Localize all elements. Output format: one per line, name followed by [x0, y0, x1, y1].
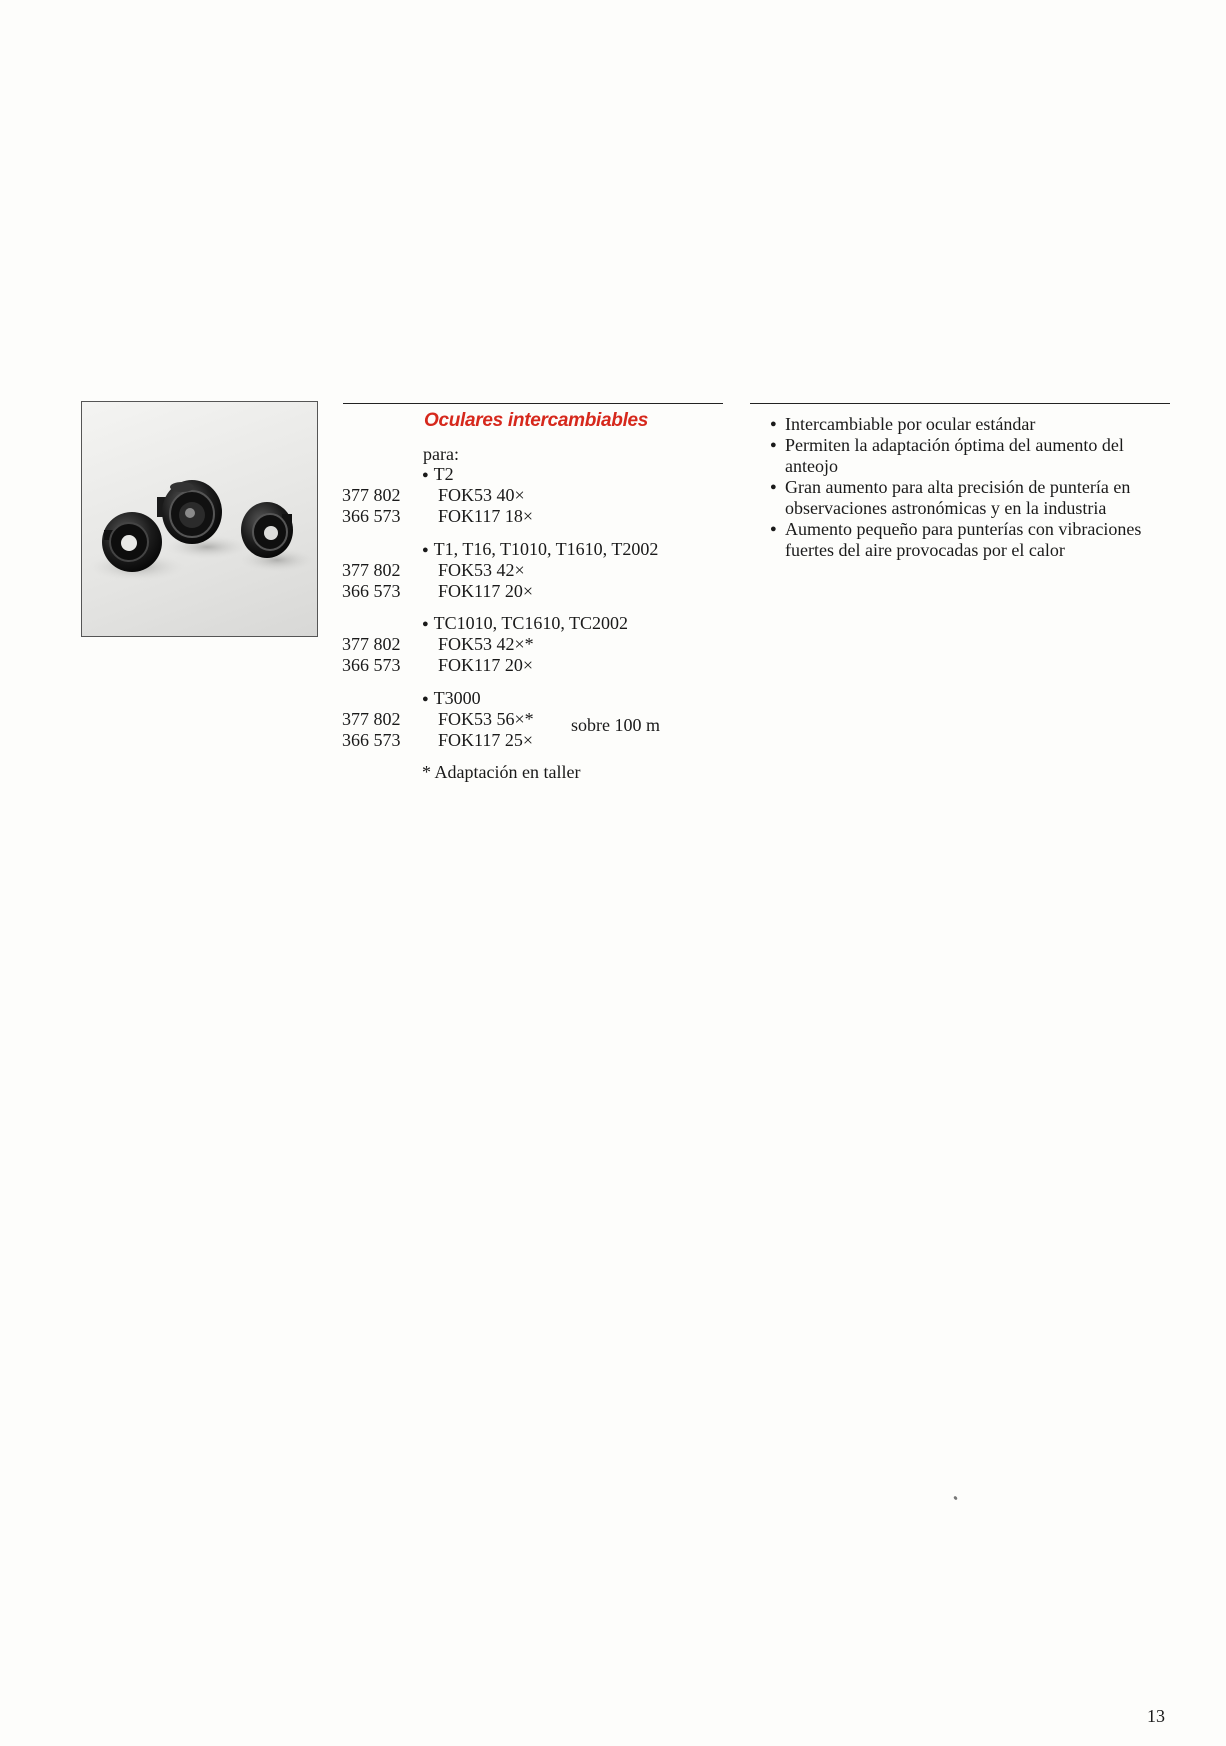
feature-item: ● Permiten la adaptación óptima del aumento del anteojo [770, 435, 1170, 477]
scan-speck [953, 1496, 958, 1501]
order-code: 377 802 [342, 709, 401, 729]
page-number: 13 [1147, 1706, 1165, 1726]
group-header: ● T3000 [422, 688, 481, 712]
middle-column-rule [343, 403, 723, 404]
order-code: 377 802 [342, 560, 401, 580]
eyepiece-model: FOK53 42× [438, 560, 525, 580]
eyepiece-right [241, 502, 293, 558]
eyepiece-model: FOK53 42×* [438, 634, 534, 654]
order-code: 366 573 [342, 730, 401, 750]
footnote: * Adaptación en taller [422, 762, 581, 782]
section-title: Oculares intercambiables [424, 410, 649, 431]
distance-note: sobre 100 m [571, 715, 660, 735]
order-code: 366 573 [342, 655, 401, 675]
eyepiece-model: FOK117 18× [438, 506, 533, 526]
group-header: ● TC1010, TC1610, TC2002 [422, 613, 628, 637]
group-header: ● T2 [422, 464, 454, 488]
eyepiece-center [157, 480, 222, 544]
order-code: 377 802 [342, 485, 401, 505]
eyepiece-model: FOK117 25× [438, 730, 533, 750]
feature-item: ● Gran aumento para alta precisión de puntería en observaciones astronómicas y en la industria [770, 477, 1170, 519]
eyepiece-model: FOK117 20× [438, 655, 533, 675]
eyepiece-model: FOK117 20× [438, 581, 533, 601]
right-column-rule [750, 403, 1170, 404]
feature-item: ● Intercambiable por ocular estándar [770, 414, 1170, 435]
para-label: para: [423, 444, 459, 464]
feature-item: ● Aumento pequeño para punterías con vibraciones fuertes del aire provocadas por el calor [770, 519, 1170, 561]
eyepiece-left [102, 512, 162, 572]
order-code: 366 573 [342, 506, 401, 526]
order-code: 377 802 [342, 634, 401, 654]
eyepiece-model: FOK53 56×* [438, 709, 534, 729]
product-photo-eyepieces [81, 401, 318, 637]
features-list [770, 414, 1170, 561]
eyepieces-illustration [82, 402, 317, 636]
order-code: 366 573 [342, 581, 401, 601]
eyepiece-model: FOK53 40× [438, 485, 525, 505]
group-header: ● T1, T16, T1010, T1610, T2002 [422, 539, 658, 563]
